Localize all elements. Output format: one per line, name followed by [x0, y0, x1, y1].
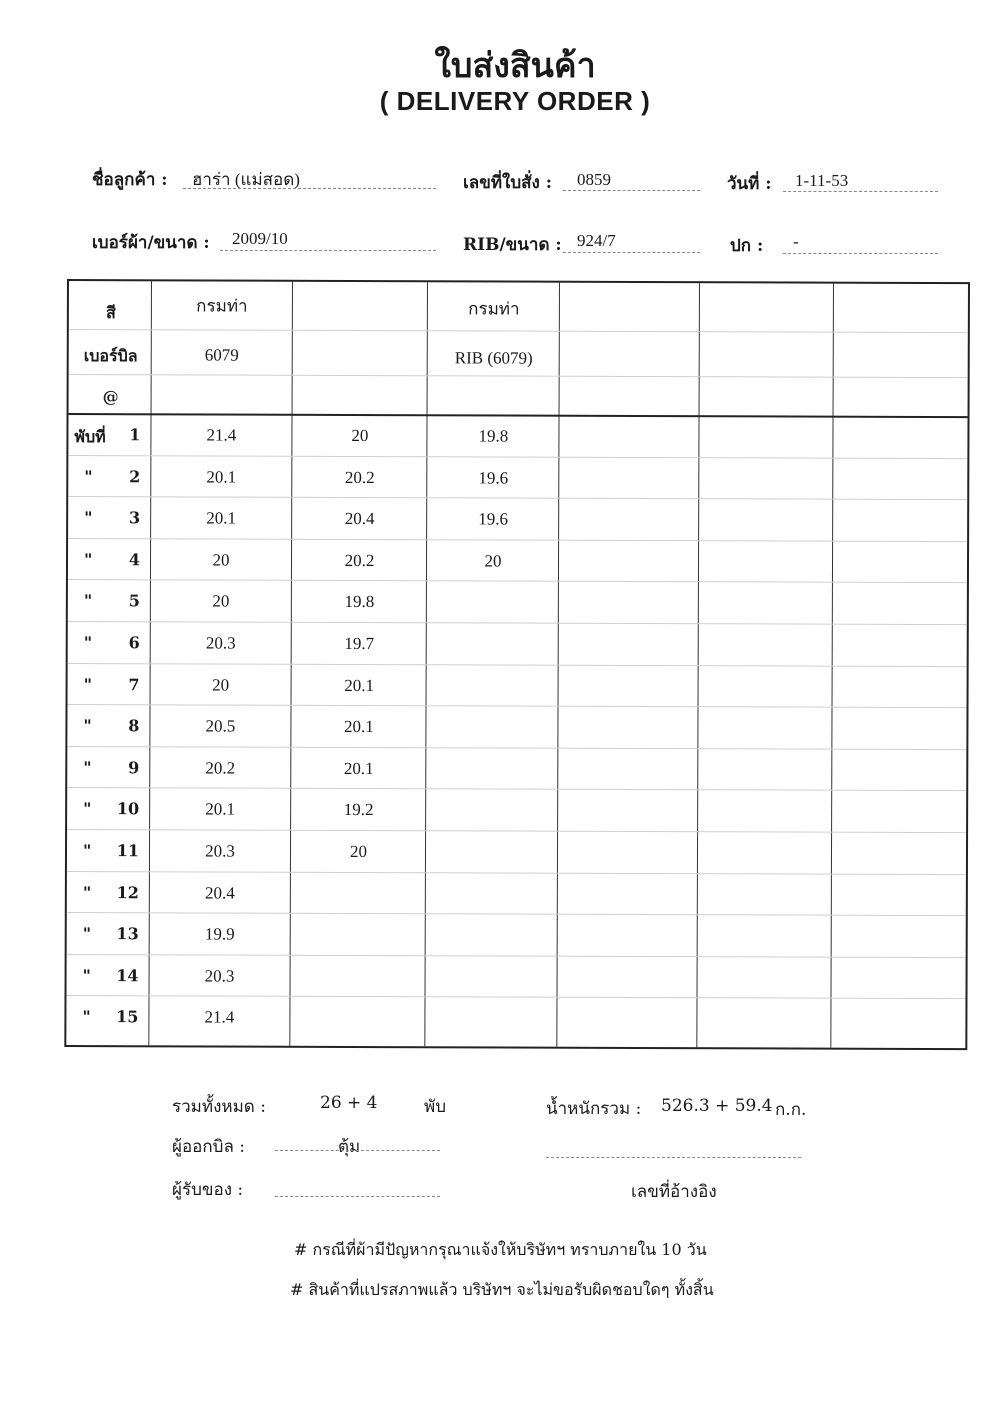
date-label: วันที่ : — [727, 174, 772, 194]
order-no-underline — [563, 190, 700, 191]
col3-color: กรมท่า — [468, 299, 520, 319]
table-cell: 20.3 — [205, 841, 235, 861]
table-cell: 20 — [212, 591, 230, 611]
row-ditto-mark: " — [82, 965, 91, 985]
fabric-label: เบอร์ผ้า/ขนาด : — [92, 233, 210, 253]
date-value: 1-11-53 — [795, 171, 849, 190]
order-no-label: เลขที่ใบสั่ง : — [463, 173, 553, 193]
table-cell: 19.2 — [343, 800, 374, 820]
order-no-value: 0859 — [577, 170, 611, 189]
rib-label: RIB/ขนาด : — [463, 235, 562, 255]
row-number: 15 — [116, 1007, 139, 1027]
table-cell: 19.8 — [344, 592, 375, 612]
row-ditto-mark: " — [84, 466, 93, 486]
row-ditto-mark: " — [83, 591, 93, 611]
table-cell: 21.4 — [206, 425, 237, 445]
row-number: 1 — [129, 425, 141, 445]
total-unit: พับ — [424, 1097, 446, 1117]
row-number: 10 — [116, 799, 140, 819]
row-number: 11 — [116, 841, 140, 861]
row-ditto-mark: " — [83, 674, 92, 694]
fabric-underline — [220, 250, 436, 251]
table-cell: 20.1 — [206, 467, 237, 487]
table-cell: 20 — [349, 841, 368, 862]
table-cell: 19.8 — [478, 426, 509, 446]
row-ditto-mark: " — [84, 508, 93, 528]
row-number: 8 — [128, 716, 140, 736]
note-line-2: # สินค้าที่แปรสภาพแล้ว บริษัทฯ จะไม่ขอรับผิดชอบใดๆ ทั้งสิ้น — [290, 1280, 714, 1299]
row-ditto-mark: " — [83, 716, 92, 736]
table-cell: 20.5 — [205, 716, 236, 736]
table-cell: 19.7 — [344, 633, 375, 654]
table-cell: 20.4 — [204, 883, 235, 903]
rib-underline — [563, 252, 700, 253]
table-cell: 19.9 — [204, 924, 235, 944]
reference-label: เลขที่อ้างอิง — [631, 1182, 717, 1202]
issuer-value: ตุ้ม — [338, 1137, 361, 1157]
total-label: รวมทั้งหมด : — [172, 1097, 266, 1117]
table-cell: 20.1 — [343, 758, 374, 778]
row-number: 13 — [116, 924, 139, 944]
weight-unit: ก.ก. — [775, 1100, 807, 1120]
row-number: 6 — [128, 633, 140, 653]
collar-label: ปก : — [730, 236, 764, 256]
customer-underline — [183, 188, 436, 189]
row-ditto-mark: " — [83, 549, 93, 569]
date-underline — [783, 191, 938, 192]
row-number: 7 — [128, 674, 140, 694]
table-cell: 20 — [351, 425, 369, 446]
fabric-value: 2009/10 — [232, 229, 288, 248]
customer-label: ชื่อลูกค้า : — [92, 170, 168, 190]
document-title-english: ( DELIVERY ORDER ) — [379, 86, 651, 116]
customer-value: ฮาร่า (แม่สอด) — [192, 170, 300, 189]
row-ditto-mark: " — [82, 841, 92, 861]
table-cell: 20.1 — [344, 717, 374, 737]
row-number: 2 — [129, 466, 141, 486]
receiver-label: ผู้รับของ : — [172, 1180, 244, 1200]
weight-underline — [546, 1157, 801, 1158]
table-cell: 20.3 — [204, 966, 235, 986]
table-cell: 20 — [212, 675, 230, 695]
weight-value: 526.3 + 59.4 — [661, 1096, 773, 1116]
delivery-table — [64, 279, 970, 1050]
issuer-label: ผู้ออกบิล : — [172, 1137, 246, 1157]
header-color-label: สี — [105, 303, 116, 323]
col1-bill-no: 6079 — [204, 345, 239, 365]
table-cell: 20 — [484, 551, 502, 571]
document-title-thai: ใบส่งสินค้า — [434, 46, 596, 86]
row-ditto-mark: " — [83, 799, 92, 819]
row-number: 4 — [128, 550, 141, 570]
row-ditto-mark: " — [82, 882, 92, 902]
table-cell: 20.2 — [205, 758, 236, 778]
row-number: 9 — [128, 758, 140, 778]
table-cell: 20.2 — [344, 467, 375, 487]
note-line-1: # กรณีที่ผ้ามีปัญหากรุณาแจ้งให้บริษัทฯ ทราบภายใน 10 วัน — [294, 1240, 707, 1259]
rib-value: 924/7 — [577, 231, 616, 250]
table-cell: 20.1 — [205, 799, 236, 819]
header-bill-label: เบอร์บิล — [83, 346, 138, 366]
table-cell: 20.1 — [344, 675, 374, 695]
row-number: 14 — [116, 965, 139, 986]
row-ditto-mark: " — [83, 757, 92, 777]
receiver-underline — [275, 1196, 440, 1197]
col1-color: กรมท่า — [196, 296, 248, 316]
col3-bill-no: RIB (6079) — [454, 348, 533, 368]
row-number: 5 — [128, 591, 140, 611]
row-first-label: พับที่ — [74, 427, 106, 447]
row-ditto-mark: " — [83, 633, 93, 653]
table-cell: 20.1 — [206, 508, 237, 528]
weight-label: น้ำหนักรวม : — [546, 1099, 642, 1119]
collar-value: - — [793, 232, 799, 251]
row-number: 12 — [116, 882, 139, 902]
row-number: 3 — [128, 508, 141, 528]
table-cell: 20.3 — [205, 633, 236, 653]
row-ditto-mark: " — [82, 1007, 91, 1027]
table-cell: 20.4 — [344, 509, 375, 529]
issuer-underline — [275, 1150, 440, 1151]
row-ditto-mark: " — [82, 924, 92, 944]
table-cell: 19.6 — [478, 468, 509, 488]
header-at-label: @ — [102, 387, 119, 407]
table-cell: 20.2 — [344, 550, 375, 570]
total-value: 26 + 4 — [320, 1093, 378, 1113]
table-cell: 20 — [212, 550, 230, 570]
table-cell: 19.6 — [478, 509, 509, 529]
collar-underline — [783, 253, 938, 254]
table-cell: 21.4 — [204, 1007, 235, 1027]
